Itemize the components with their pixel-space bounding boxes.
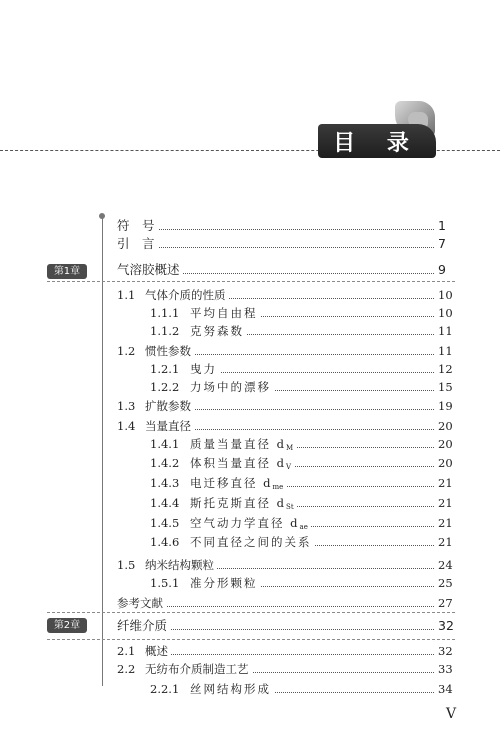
toc-entry-title [190,534,315,550]
toc-entry-title-text: 丝网结构形成 [190,682,271,696]
toc-entry-page: 19 [438,398,462,414]
toc-entry-title [190,305,261,321]
toc-entry-title [145,661,252,677]
toc-entry-page: 11 [438,323,462,339]
toc-leader-dots [190,372,434,373]
toc-entry-title-text: 符 号 [117,218,155,233]
toc-entry[interactable] [0,343,500,359]
toc-entry[interactable] [0,595,500,611]
toc-entry[interactable] [0,681,500,697]
toc-entry-title-text: 质量当量直径 d [190,437,287,451]
toc-entry[interactable] [0,305,500,321]
toc-entry[interactable] [0,475,500,491]
toc-entry-title-text: 概述 [145,644,168,658]
toc-leader-dots [117,247,434,248]
toc-entry-title-text: 准分形颗粒 [190,576,258,590]
toc-entry-number: 1.1.1 [150,306,180,320]
toc-entry-title-text: 不同直径之间的关系 [190,535,312,549]
toc-entry[interactable] [0,236,500,252]
chapter-divider [47,612,455,613]
toc-entry-title [190,379,274,395]
toc-entry-title [190,495,297,515]
toc-entry-subscript: ae [299,523,308,531]
toc-entry[interactable] [0,262,500,278]
toc-entry-title-text: 空气动力学直径 d [190,516,300,530]
toc-entry-number: 1.2 [117,344,136,358]
page-number: V [446,706,457,722]
toc-entry-number: 1.4 [117,419,136,433]
toc-entry-title-text: 参考文献 [117,596,163,610]
toc-entry-title-text: 扩散参数 [145,399,191,413]
toc-entry[interactable] [0,515,500,531]
toc-entry-page: 20 [438,455,462,471]
toc-entry-number: 1.4.3 [150,476,180,490]
toc-entry-title-text: 当量直径 [145,419,191,433]
toc-entry-title [190,436,296,456]
toc-entry[interactable] [0,418,500,434]
toc-entry-title [190,475,286,495]
toc-entry-number: 1.5.1 [150,576,180,590]
toc-entry-page: 34 [438,681,462,697]
toc-entry-subscript: V [286,463,292,471]
toc-entry-page: 9 [438,262,462,278]
toc-leader-dots [117,229,434,230]
toc-entry-title [190,361,220,377]
toc-entry-title [145,643,171,659]
toc-entry-title-text: 体积当量直径 d [190,456,287,470]
toc-entry-number: 1.2.2 [150,380,180,394]
chapter-badge-1: 第1章 [47,264,87,279]
toc-entry-title [190,575,261,591]
toc-entry[interactable] [0,323,500,339]
toc-entry-subscript: me [272,483,284,491]
toc-entry-title-text: 惯性参数 [145,344,191,358]
toc-entry-page: 20 [438,418,462,434]
toc-entry-title-text: 引 言 [117,236,155,251]
toc-entry-page: 1 [438,218,462,234]
toc-entry-title [145,557,217,573]
toc-entry-title [145,398,194,414]
toc-entry[interactable] [0,557,500,573]
toc-entry-page: 21 [438,475,462,491]
toc-entry-subscript: M [286,444,294,452]
toc-entry-page: 10 [438,305,462,321]
toc-entry-page: 7 [438,236,462,252]
toc-entry-title-text: 曳力 [190,362,217,376]
toc-entry-title [145,418,194,434]
toc-entry-page: 12 [438,361,462,377]
toc-entry-page: 33 [438,661,462,677]
chapter-badge-2: 第2章 [47,618,87,633]
toc-entry-title [145,343,194,359]
toc-entry-title [190,681,274,697]
toc-entry-title-text: 力场中的漂移 [190,380,271,394]
toc-entry-number: 1.1.2 [150,324,180,338]
toc-entry-title-text: 无纺布介质制造工艺 [145,662,249,676]
toc-entry[interactable] [0,575,500,591]
chapter-divider [47,281,455,282]
toc-entry-title [117,262,183,278]
toc-entry-title [190,515,311,535]
toc-leader-dots [145,654,434,655]
toc-entry-page: 25 [438,575,462,591]
toc-entry-page: 10 [438,287,462,303]
toc-entry-title-text: 气体介质的性质 [145,288,226,302]
toc-entry-page: 15 [438,379,462,395]
toc-entry-page: 11 [438,343,462,359]
toc-entry[interactable] [0,643,500,659]
toc-entry-number: 1.5 [117,558,136,572]
page-title: 目 录 [318,124,436,158]
toc-entry-title [117,595,166,611]
toc-entry-page: 21 [438,495,462,511]
toc-entry[interactable] [0,534,500,550]
toc-entry-subscript: St [286,503,294,511]
toc-entry[interactable] [0,218,500,234]
toc-entry-page: 21 [438,515,462,531]
toc-entry-title-text: 克努森数 [190,324,244,338]
toc-entry-number: 1.4.6 [150,535,180,549]
toc-entry-title-text: 气溶胶概述 [117,262,180,277]
toc-entry-number: 1.4.1 [150,437,180,451]
toc-entry-number: 1.1 [117,288,136,302]
toc-entry-number: 1.3 [117,399,136,413]
toc-entry-title-text: 电迁移直径 d [190,476,273,490]
toc-entry[interactable] [0,379,500,395]
chapter-divider [47,639,455,640]
toc-entry[interactable] [0,455,500,471]
toc-entry[interactable] [0,495,500,511]
toc-entry-number: 1.4.2 [150,456,180,470]
toc-entry[interactable] [0,618,500,634]
toc-entry-page: 20 [438,436,462,452]
toc-entry[interactable] [0,361,500,377]
toc-entry-number: 1.4.5 [150,516,180,530]
toc-entry-page: 27 [438,595,462,611]
toc-entry[interactable] [0,436,500,452]
toc-entry-page: 32 [438,618,462,634]
toc-entry-title-text: 平均自由程 [190,306,258,320]
toc-entry-number: 2.2 [117,662,136,676]
toc-entry-number: 2.1 [117,644,136,658]
toc-entry-number: 2.2.1 [150,682,180,696]
toc-entry-number: 1.4.4 [150,496,180,510]
toc-entry-title-text: 斯托克斯直径 d [190,496,287,510]
toc-entry-title [190,323,247,339]
toc-entry[interactable] [0,661,500,677]
toc-entry-title [117,618,170,634]
toc-entry-page: 24 [438,557,462,573]
toc-entry-title [117,236,158,252]
toc-entry-page: 32 [438,643,462,659]
toc-entry[interactable] [0,398,500,414]
toc-entry[interactable] [0,287,500,303]
toc-entry-title [190,455,294,475]
toc-entry-title [117,218,158,234]
toc-entry-number: 1.2.1 [150,362,180,376]
toc-entry-title-text: 纤维介质 [117,618,168,633]
toc-entry-title [145,287,229,303]
toc-entry-title-text: 纳米结构颗粒 [145,558,214,572]
toc-entry-page: 21 [438,534,462,550]
